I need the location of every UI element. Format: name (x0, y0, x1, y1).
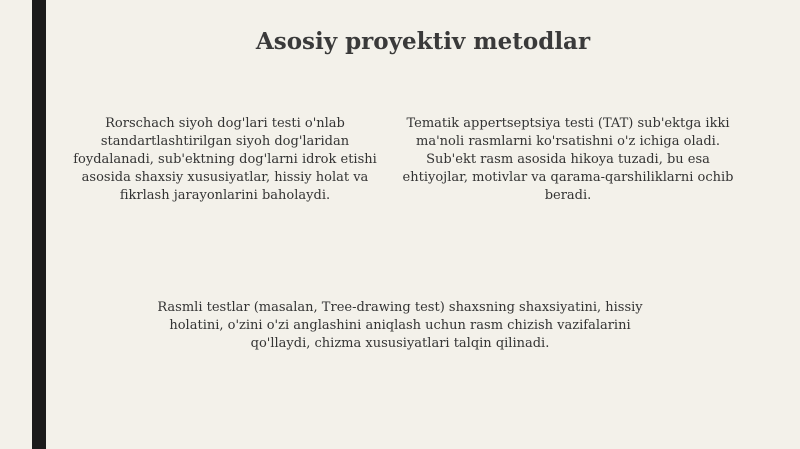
left-accent-bar (32, 0, 46, 449)
drawing-test-text-block: Rasmli testlar (masalan, Tree-drawing test) shaxsning shaxsiyatini, hissiy holatini, o'zini o'zi anglashini aniqlash uchun rasm chizish vazifalarini qo'llaydi, chizma xususiyatlari talqin qilinadi. (157, 300, 643, 351)
slide-title: Asosiy proyektiv metodlar (255, 28, 591, 55)
tat-text-block: Tematik appertseptsiya testi (TAT) sub'ektga ikki ma'noli rasmlarni ko'rsatishni o'z ichiga oladi. Sub'ekt rasm asosida hikoya tuzadi, bu esa ehtiyojlar, motivlar va qarama-qarshiliklarni ochib beradi. (402, 116, 734, 203)
rorschach-text-block: Rorschach siyoh dog'lari testi o'nlab standartlashtirilgan siyoh dog'laridan foydalanadi, sub'ektning dog'larni idrok etishi asosida shaxsiy xususiyatlar, hissiy holat va fikrlash jarayonlarini baholaydi. (73, 116, 377, 203)
